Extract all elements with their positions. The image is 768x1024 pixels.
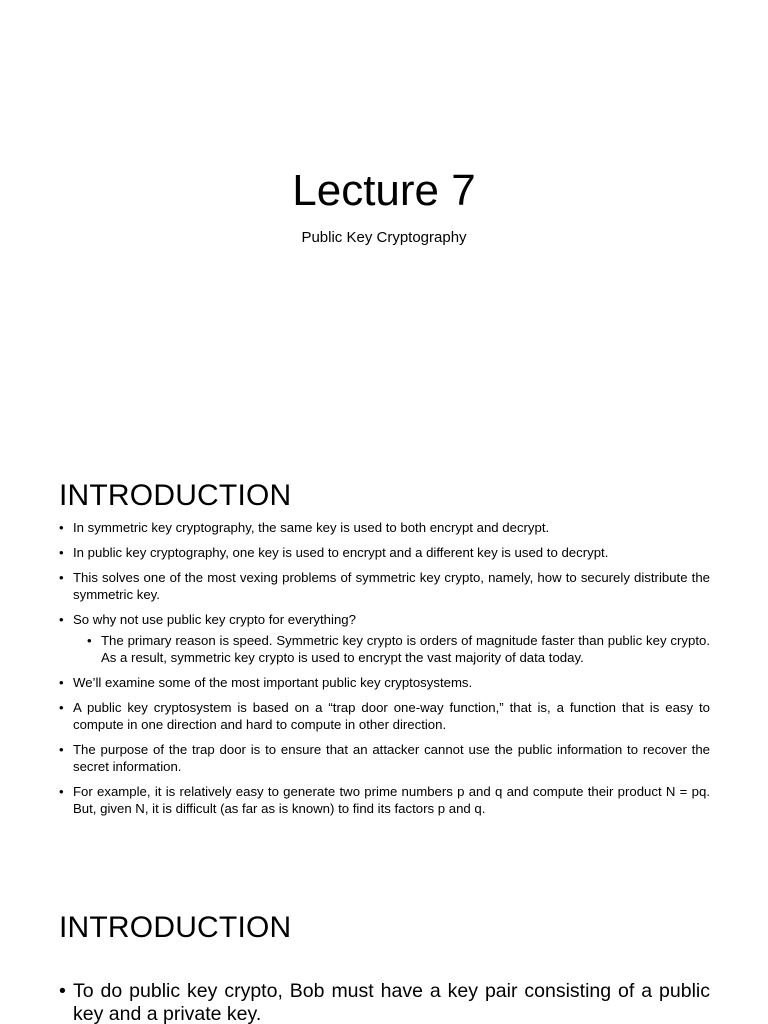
lecture-subtitle: Public Key Cryptography xyxy=(301,229,467,246)
section-heading: INTRODUCTION xyxy=(59,911,292,944)
list-item xyxy=(59,569,710,603)
list-item xyxy=(59,980,710,1024)
list-item xyxy=(59,741,710,775)
bullet-icon: • xyxy=(59,570,64,585)
list-item xyxy=(59,699,710,733)
bullet-text: To do public key crypto, Bob must have a key pair consisting of a public key and a private key. xyxy=(73,980,710,1024)
list-item xyxy=(59,783,710,817)
lecture-title: Lecture 7 xyxy=(292,166,476,215)
bullet-icon: • xyxy=(59,612,64,627)
list-item xyxy=(59,519,710,536)
bullet-text: In symmetric key cryptography, the same key is used to both encrypt and decrypt. xyxy=(73,520,550,535)
bullet-icon: • xyxy=(59,675,64,690)
list-item xyxy=(59,544,710,561)
list-item-nested xyxy=(87,632,710,666)
bullet-list xyxy=(59,519,710,825)
bullet-icon: • xyxy=(59,520,64,535)
bullet-text: This solves one of the most vexing problems of symmetric key crypto, namely, how to securely distribute the symmetric key. xyxy=(73,570,710,602)
section-heading: INTRODUCTION xyxy=(59,479,292,512)
bullet-text: We’ll examine some of the most important public key cryptosystems. xyxy=(73,675,473,690)
bullet-icon: • xyxy=(59,784,64,799)
bullet-list xyxy=(59,980,710,1024)
bullet-icon: • xyxy=(87,633,92,648)
slide-title xyxy=(0,0,768,432)
bullet-icon: • xyxy=(59,545,64,560)
list-item xyxy=(59,674,710,691)
bullet-text: So why not use public key crypto for everything? xyxy=(73,612,356,627)
list-item xyxy=(59,611,710,628)
bullet-text: The purpose of the trap door is to ensure that an attacker cannot use the public information to recover the secret information. xyxy=(73,742,710,774)
bullet-text: For example, it is relatively easy to generate two prime numbers p and q and compute their product N = pq. But, given N, it is difficult (as far as is known) to find its factors p and q. xyxy=(73,784,710,816)
slide-introduction-2 xyxy=(0,864,768,1024)
bullet-text: In public key cryptography, one key is used to encrypt and a different key is used to decrypt. xyxy=(73,545,609,560)
bullet-text: A public key cryptosystem is based on a “trap door one-way function,” that is, a function that is easy to compute in one direction and hard to compute in other direction. xyxy=(73,700,710,732)
bullet-icon: • xyxy=(59,700,64,715)
slide-introduction xyxy=(0,432,768,864)
bullet-icon: • xyxy=(59,980,66,1002)
bullet-icon: • xyxy=(59,742,64,757)
bullet-text: The primary reason is speed. Symmetric key crypto is orders of magnitude faster than public key crypto. As a result, symmetric key crypto is used to encrypt the vast majority of data today. xyxy=(101,633,710,665)
